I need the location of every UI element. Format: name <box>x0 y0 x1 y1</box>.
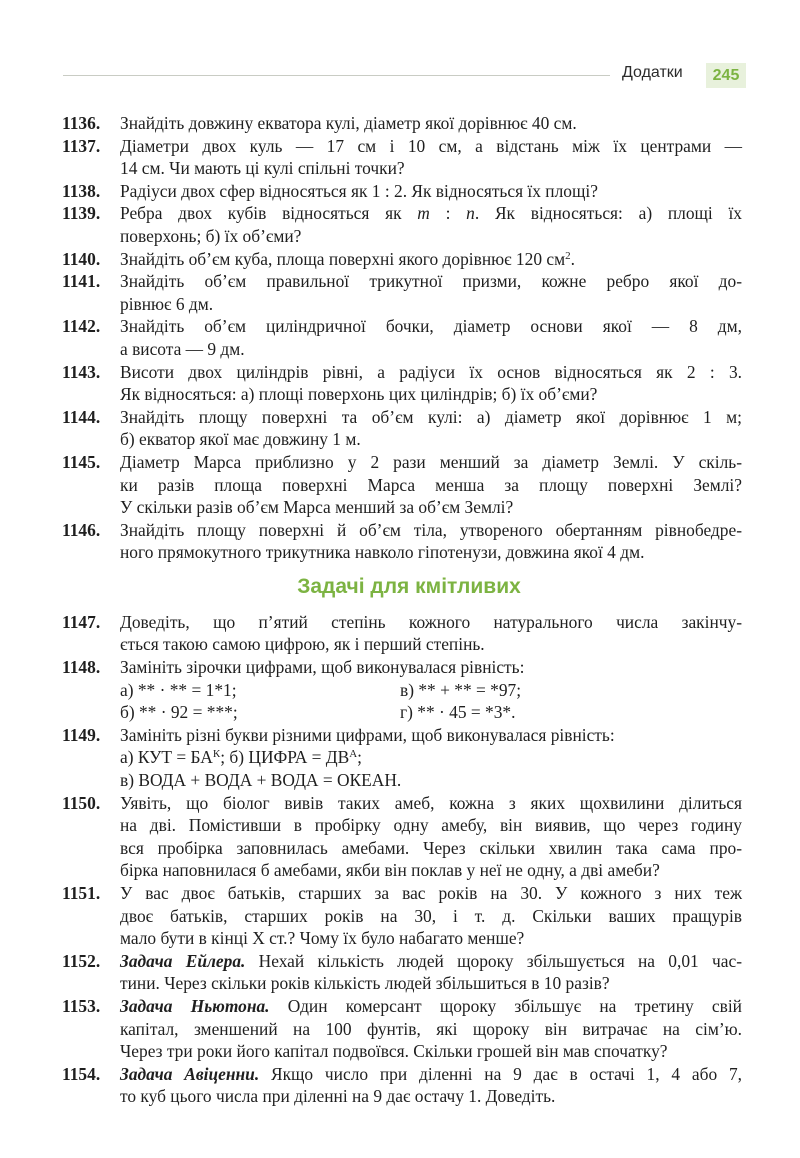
equation-g: г) ** · 45 = *3*. <box>400 702 516 723</box>
problems-list <box>62 112 742 1108</box>
problem-1144 <box>62 406 742 451</box>
problem-1137 <box>62 135 742 180</box>
problem-text: Знайдіть довжину екватора кулі, діаметр якої дорівнює 40 см. <box>120 113 577 133</box>
header-rule <box>63 75 610 76</box>
text-segment: ; <box>357 747 363 768</box>
problem-number: 1145. <box>62 451 101 472</box>
problem-text: Діаметр Марса приблизно у 2 рази менший за діаметр Землі. У скіль- <box>120 451 742 472</box>
problem-text: двоє батьків, старших років на 30, і т. д. Скільки ваших пращурів <box>120 905 742 926</box>
problem-text: Знайдіть площу поверхні й об’єм тіла, утвореного обертанням рівнобедре- <box>120 519 742 540</box>
text-segment: Один комерсант щороку збільшує на третину свій <box>269 995 742 1016</box>
problem-text: ки разів площа поверхні Марса менша за площу поверхні Землі? <box>120 474 742 495</box>
problem-text: тини. Через скільки років кількість людей збільшиться в 10 разів? <box>120 973 610 994</box>
problem-number: 1149. <box>62 724 101 745</box>
superscript: А <box>349 748 358 761</box>
problem-text <box>120 950 742 973</box>
problem-text: то куб цього числа при діленні на 9 дає остачу 1. Доведіть. <box>120 1086 556 1107</box>
problem-number: 1148. <box>62 657 101 678</box>
problem-1148 <box>62 656 742 724</box>
problem-1141 <box>62 270 742 315</box>
problem-text: ється такою самою цифрою, як і перший степінь. <box>120 634 485 655</box>
problem-text: 14 см. Чи мають ці кулі спільні точки? <box>120 158 405 179</box>
problem-1154 <box>62 1063 742 1108</box>
equation-row <box>120 679 742 702</box>
equation-v: в) ВОДА + ВОДА + ВОДА = ОКЕАН. <box>120 770 402 791</box>
problem-1145 <box>62 451 742 519</box>
problem-number: 1154. <box>62 1063 101 1084</box>
problem-1147 <box>62 611 742 656</box>
problem-text: Замініть зірочки цифрами, щоб виконувалася рівність: <box>120 657 525 678</box>
problem-1146 <box>62 519 742 564</box>
problem-number: 1151. <box>62 883 101 903</box>
problem-text: Як відносяться: а) площі поверхонь цих циліндрів; б) їх об’єми? <box>120 384 598 405</box>
problem-1143 <box>62 361 742 406</box>
problem-number: 1137. <box>62 135 101 156</box>
problem-number: 1147. <box>62 611 101 632</box>
superscript: 2 <box>565 249 571 262</box>
problem-1151 <box>62 882 742 950</box>
problem-text: бірка наповнилася б амебами, якби він поклав у неї не одну, а дві амеби? <box>120 860 660 881</box>
problem-text <box>120 248 742 271</box>
variable-m: m <box>417 203 430 224</box>
problem-number: 1140. <box>62 248 101 269</box>
problem-title: Задача Авіценни. <box>120 1063 260 1084</box>
problem-1139 <box>62 202 742 247</box>
problem-number: 1150. <box>62 792 101 813</box>
problem-text: Доведіть, що п’ятий степінь кожного натурального числа закінчу- <box>120 611 742 632</box>
section-name: Додатки <box>622 64 683 81</box>
variable-n: n <box>466 203 475 224</box>
equation-a: а) ** · ** = 1*1; <box>120 679 237 700</box>
problem-text: Знайдіть об’єм циліндричної бочки, діаметр основи якої — 8 дм, <box>120 316 742 337</box>
problem-text: У вас двоє батьків, старших за вас років на 30. У кожного з них теж <box>120 883 742 903</box>
problem-number: 1153. <box>62 995 101 1016</box>
problem-text: У скільки разів об’єм Марса менший за об’єм Землі? <box>120 497 514 518</box>
problem-text: поверхонь; б) їх об’єми? <box>120 225 302 246</box>
equation-b: б) ** · 92 = ***; <box>120 702 238 723</box>
problem-title: Задача Ейлера. <box>120 950 246 971</box>
problem-text: капітал, зменшений на 100 фунтів, які щороку він витрачає на сім’ю. <box>120 1018 742 1039</box>
problem-text: ного прямокутного трикутника навколо гіпотенузи, довжина якої 4 дм. <box>120 542 645 563</box>
problem-text: б) екватор якої має довжину 1 м. <box>120 429 361 450</box>
text-segment: Якщо число при діленні на 9 дає в остачі 1, 4 або 7, <box>259 1063 742 1084</box>
text-segment: . <box>570 248 575 269</box>
problem-text: а висота — 9 дм. <box>120 338 245 359</box>
problem-number: 1144. <box>62 406 101 427</box>
problem-text: на дві. Помістивши в пробірку одну амебу, він виявив, що через годину <box>120 815 742 836</box>
section-heading: Задачі для кмітливих <box>297 574 521 598</box>
problem-1152 <box>62 950 742 995</box>
problem-number: 1142. <box>62 316 101 337</box>
equation-line <box>120 746 742 769</box>
page-number: 245 <box>706 63 746 88</box>
problem-1150 <box>62 792 742 882</box>
superscript: К <box>212 748 221 761</box>
problem-number: 1138. <box>62 180 101 201</box>
problem-text <box>120 1063 742 1086</box>
problem-text: Уявіть, що біолог вивів таких амеб, кожна з яких щохвилини ділиться <box>120 792 742 813</box>
problem-number: 1141. <box>62 271 101 292</box>
equation-row <box>120 701 742 724</box>
text-segment: . Як відносяться: а) площі їх <box>474 203 743 224</box>
problem-text <box>120 202 742 225</box>
problem-1153 <box>62 995 742 1063</box>
equation-v: в) ** + ** = *97; <box>400 679 522 700</box>
problem-number: 1152. <box>62 950 101 971</box>
problem-text: Через три роки його капітал подвоївся. Скільки грошей він мав спочатку? <box>120 1041 668 1062</box>
problem-text: Замініть різні букви різними цифрами, щоб виконувалася рівність: <box>120 724 615 745</box>
problem-number: 1139. <box>62 203 101 224</box>
problem-1140 <box>62 248 742 271</box>
problem-text: Знайдіть площу поверхні та об’єм кулі: а) діаметр якої дорівнює 1 м; <box>120 406 742 427</box>
problem-text: Висоти двох циліндрів рівні, а радіуси їх основ відносяться як 2 : 3. <box>120 361 742 382</box>
equation-b: ; б) ЦИФРА = ДВ <box>220 747 350 768</box>
problem-1138 <box>62 180 742 203</box>
text-segment: Знайдіть об’єм куба, площа поверхні якого дорівнює 120 см <box>120 248 566 269</box>
problem-1142 <box>62 315 742 360</box>
problem-text: Діаметри двох куль — 17 см і 10 см, а відстань між їх центрами — <box>120 135 742 156</box>
text-segment: Ребра двох кубів відносяться як <box>120 203 418 224</box>
problem-text: мало бути в кінці X ст.? Чому їх було набагато менше? <box>120 928 525 949</box>
problem-text <box>120 995 742 1018</box>
problem-1136 <box>62 112 742 135</box>
text-segment: Нехай кількість людей щороку збільшується на 0,01 час- <box>245 950 742 971</box>
problem-text: Знайдіть об’єм правильної трикутної призми, кожне ребро якої до- <box>120 271 742 292</box>
problem-text: вся пробірка заповнилась амебами. Через скільки хвилин така сама про- <box>120 837 742 858</box>
ratio-colon: : <box>429 203 467 224</box>
problem-text: рівнює 6 дм. <box>120 293 214 314</box>
problem-number: 1143. <box>62 361 101 382</box>
problem-title: Задача Ньютона. <box>120 995 270 1016</box>
equation-a: а) КУТ = БА <box>120 747 213 768</box>
problem-1149 <box>62 724 742 792</box>
problem-number: 1136. <box>62 113 101 133</box>
problem-text: Радіуси двох сфер відносяться як 1 : 2. Як відносяться їх площі? <box>120 180 598 201</box>
problem-number: 1146. <box>62 519 101 540</box>
